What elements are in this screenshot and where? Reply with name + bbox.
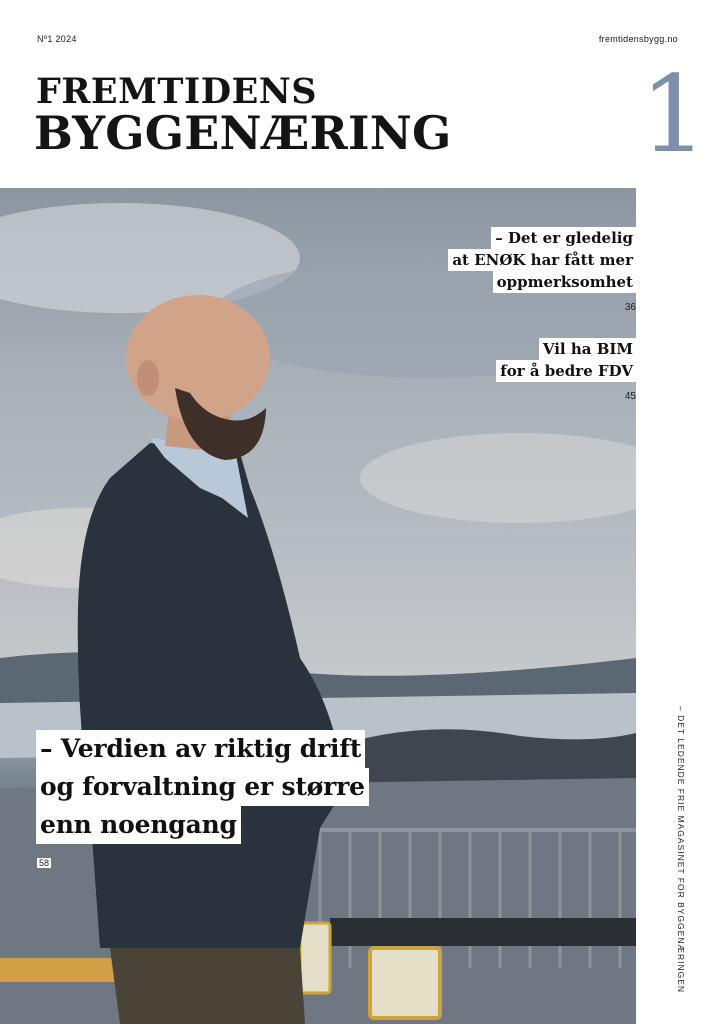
masthead-line-2: BYGGENÆRING <box>34 106 452 160</box>
teaser-enok-line-2: at ENØK har fått mer <box>448 249 636 271</box>
teaser-enok-line-1: – Det er gledelig <box>491 227 636 249</box>
issue-label: Nº1 2024 <box>37 34 77 44</box>
main-headline-page: 58 <box>39 858 50 868</box>
website-link[interactable]: fremtidensbygg.no <box>598 34 678 44</box>
teaser-enok[interactable] <box>448 227 636 319</box>
teaser-enok-page: 36 <box>624 302 636 313</box>
issue-number: 1 <box>640 53 708 176</box>
teaser-bim-line-1: Vil ha BIM <box>539 338 636 360</box>
main-headline-line-1: – Verdien av riktig drift <box>36 730 365 768</box>
masthead-line-1: FREMTIDENS <box>36 71 318 112</box>
teaser-bim-line-2: for å bedre FDV <box>496 360 636 382</box>
main-headline-line-2: og forvaltning er større <box>36 768 369 806</box>
teaser-bim-page: 45 <box>624 391 636 402</box>
teaser-bim[interactable] <box>496 338 636 408</box>
main-headline[interactable] <box>36 730 369 844</box>
teaser-enok-line-3: oppmerksomhet <box>493 271 636 293</box>
vertical-tagline: – DET LEDENDE FRIE MAGASINET FOR BYGGENÆRINGEN <box>676 706 686 994</box>
main-headline-line-3: enn noengang <box>36 806 241 844</box>
